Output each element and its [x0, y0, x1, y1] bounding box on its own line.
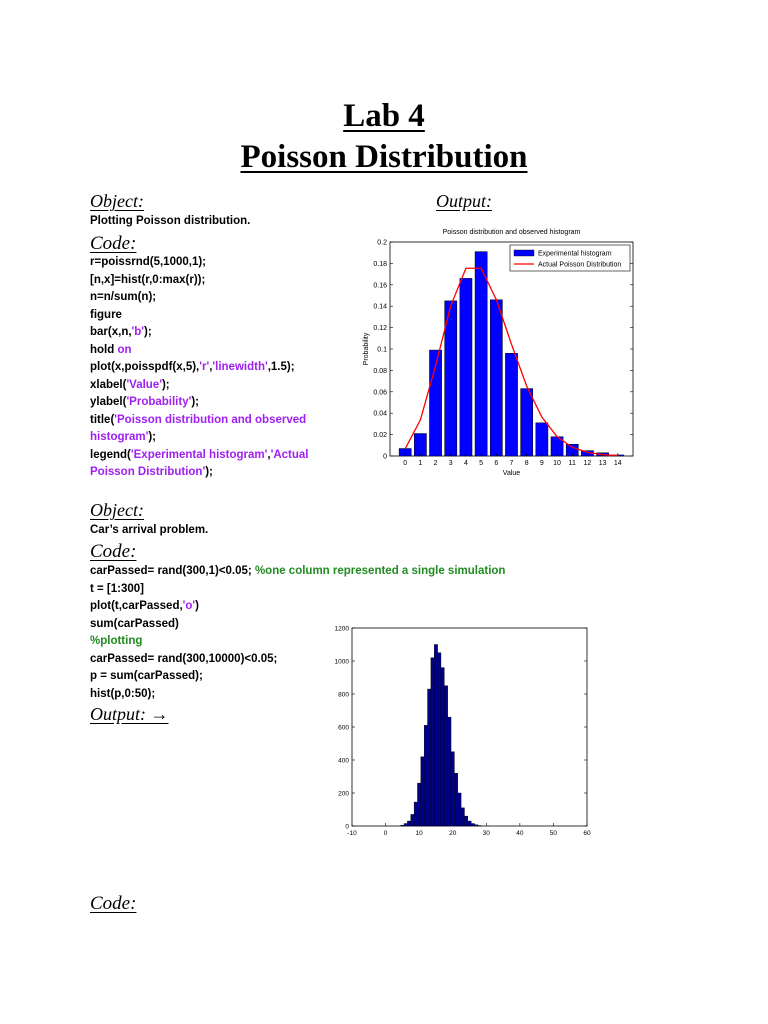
code-block-1 — [90, 254, 308, 482]
histogram-bar — [424, 725, 427, 826]
x-tick-label: 11 — [568, 460, 576, 467]
code-line — [90, 307, 308, 325]
x-tick-label: 14 — [613, 460, 622, 467]
code-token: p = sum(carPassed); — [90, 670, 203, 682]
histogram-bar — [458, 793, 461, 826]
code-line — [90, 342, 308, 360]
y-tick-label: 0.08 — [373, 367, 387, 375]
code-token: title( — [90, 413, 115, 426]
x-tick-label: 4 — [463, 460, 468, 467]
code-token: , — [209, 361, 213, 373]
histogram-bar — [434, 645, 437, 827]
code-line — [90, 254, 308, 272]
code-heading-1: Code: — [90, 233, 137, 254]
y-tick-label: 0.12 — [373, 325, 387, 333]
x-tick-label: 20 — [449, 830, 457, 837]
x-tick-label: 9 — [539, 460, 544, 467]
bar — [490, 300, 502, 456]
histogram-bar — [461, 808, 464, 826]
x-tick-label: 5 — [479, 460, 484, 467]
histogram-bar — [451, 752, 454, 826]
code-token: , — [267, 448, 271, 461]
histogram-bar — [407, 821, 410, 826]
code-token: xlabel( — [90, 378, 127, 391]
x-tick-label: -10 — [347, 830, 357, 837]
code-token: ); — [144, 326, 152, 338]
histogram-bar — [411, 814, 414, 826]
code-token: legend( — [90, 448, 131, 461]
x-tick-label: 50 — [549, 830, 558, 837]
right-arrow-icon: → — [150, 704, 169, 724]
code-token: t = [1:300] — [90, 582, 145, 595]
bar — [460, 278, 472, 456]
code-line — [90, 464, 308, 482]
y-tick-label: 0.14 — [373, 303, 387, 311]
code-token: ylabel( — [90, 396, 127, 408]
histogram-bar — [428, 689, 431, 826]
code-token: ); — [148, 431, 156, 443]
histogram-bar — [431, 658, 434, 826]
code-line — [90, 394, 308, 412]
code-token: 'o' — [182, 600, 196, 612]
histogram-bar — [471, 824, 474, 826]
x-tick-label: 3 — [448, 460, 453, 467]
code-line — [90, 272, 308, 290]
x-tick-label: 6 — [494, 460, 499, 467]
code-token: ); — [205, 466, 213, 478]
x-tick-label: 0 — [383, 830, 388, 837]
histogram-bar — [441, 668, 444, 826]
title-lab: Lab 4 — [343, 98, 425, 134]
code-token: on — [117, 343, 132, 356]
y-tick-label: 0.04 — [373, 410, 387, 418]
histogram-bar — [438, 653, 441, 826]
code-token: Poisson Distribution' — [90, 466, 206, 478]
x-tick-label: 60 — [583, 830, 591, 837]
code-token: 'Actual — [270, 448, 309, 461]
code-line — [90, 377, 308, 395]
legend-swatch-bar — [514, 250, 534, 256]
x-tick-label: 13 — [598, 460, 607, 467]
y-tick-label: 0 — [345, 823, 349, 831]
x-tick-label: 0 — [403, 460, 408, 467]
y-tick-label: 0.02 — [373, 432, 387, 440]
code-line — [90, 563, 505, 581]
code-token: hist(p,0:50); — [90, 687, 156, 700]
y-tick-label: 0 — [383, 453, 387, 461]
y-tick-label: 0.18 — [373, 260, 387, 268]
legend-label: Actual Poisson Distribution — [538, 261, 622, 269]
x-tick-label: 8 — [524, 460, 529, 467]
histogram-bar — [414, 802, 417, 826]
code-line — [90, 324, 308, 342]
x-tick-label: 40 — [516, 830, 524, 837]
code-token: histogram' — [90, 431, 149, 443]
code-line — [90, 581, 505, 599]
code-token: plot(t,carPassed, — [90, 600, 183, 612]
x-tick-label: 10 — [553, 460, 561, 467]
code-token: n=n/sum(n); — [90, 291, 157, 303]
x-tick-label: 1 — [418, 460, 423, 467]
histogram-bar — [475, 825, 478, 826]
code-token: [n,x]=hist(r,0:max(r)); — [90, 273, 206, 286]
y-tick-label: 1200 — [334, 625, 349, 633]
bar — [536, 423, 548, 456]
histogram-bar — [404, 824, 407, 826]
code-token: plot(x,poisspdf(x,5), — [90, 361, 200, 373]
plot-area — [352, 628, 587, 826]
x-tick-label: 7 — [509, 460, 514, 467]
y-tick-label: 0.2 — [377, 239, 387, 247]
histogram-bar — [448, 717, 451, 826]
title-subject: Poisson Distribution — [240, 139, 528, 175]
code-token: 'r' — [199, 361, 210, 373]
x-tick-label: 2 — [433, 460, 438, 467]
code-line — [90, 598, 505, 616]
code-token: %plotting — [90, 635, 143, 647]
code-heading-3: Code: — [90, 893, 137, 914]
code-token: carPassed= rand(300,10000)<0.05; — [90, 652, 278, 665]
code-token: 'linewidth' — [212, 361, 268, 373]
bar — [475, 252, 487, 456]
code-token: ); — [191, 396, 200, 408]
y-tick-label: 200 — [338, 790, 349, 798]
histogram-bar — [464, 816, 467, 826]
object-text-1: Plotting Poisson distribution. — [90, 215, 251, 227]
histogram-bar — [417, 783, 420, 826]
code-token: 'Experimental histogram' — [130, 448, 268, 461]
y-tick-label: 400 — [338, 757, 349, 765]
code-token: hold — [90, 343, 118, 356]
x-tick-label: 30 — [482, 830, 490, 837]
histogram-bar — [444, 686, 447, 826]
poisson-chart — [355, 225, 635, 475]
output-heading-2 — [90, 704, 169, 725]
code-token: figure — [90, 308, 122, 321]
code-token: ,1.5); — [267, 361, 295, 373]
output-heading-1: Output: — [436, 191, 492, 211]
code-token: carPassed= rand(300,1)<0.05; — [90, 565, 255, 577]
car-histogram-chart — [330, 622, 595, 847]
code-token: %one column represented a single simulation — [254, 565, 506, 577]
y-tick-label: 1000 — [334, 658, 349, 666]
code-line — [90, 429, 308, 447]
bar — [505, 353, 517, 456]
legend-label: Experimental histogram — [538, 250, 612, 258]
x-tick-label: 12 — [583, 460, 592, 467]
object-heading-2: Object: — [90, 500, 144, 520]
code-token: sum(carPassed) — [90, 617, 179, 630]
x-axis-label: Value — [502, 470, 521, 475]
y-tick-label: 0.16 — [373, 282, 387, 290]
chart-title: Poisson distribution and observed histogram — [442, 229, 581, 236]
code-token: 'Probability' — [126, 396, 192, 408]
code-line — [90, 447, 308, 465]
y-tick-label: 0.1 — [377, 346, 387, 354]
code-line — [90, 359, 308, 377]
code-heading-2: Code: — [90, 541, 137, 562]
y-tick-label: 600 — [338, 724, 349, 732]
bar — [414, 434, 426, 456]
bar — [521, 389, 533, 456]
y-tick-label: 800 — [338, 691, 349, 699]
code-token: r=poissrnd(5,1000,1); — [90, 256, 207, 268]
code-token: 'b' — [131, 326, 145, 338]
y-axis-label: Probability — [363, 332, 370, 366]
histogram-bar — [421, 757, 424, 826]
histogram-bar — [454, 773, 457, 826]
code-token: 'Value' — [126, 378, 162, 391]
code-line — [90, 412, 308, 430]
code-token: 'Poisson distribution and observed — [114, 413, 307, 426]
code-line — [90, 289, 308, 307]
code-token: bar(x,n, — [90, 326, 132, 338]
y-tick-label: 0.06 — [373, 389, 387, 397]
histogram-bar — [468, 821, 471, 826]
code-token: ) — [195, 600, 200, 612]
histogram-bar — [401, 825, 404, 826]
code-token: ); — [161, 378, 170, 391]
x-tick-label: 10 — [415, 830, 423, 837]
object-heading-1: Object: — [90, 191, 144, 211]
output-label-2: Output: — [90, 704, 146, 724]
object-text-2: Car’s arrival problem. — [90, 524, 209, 536]
